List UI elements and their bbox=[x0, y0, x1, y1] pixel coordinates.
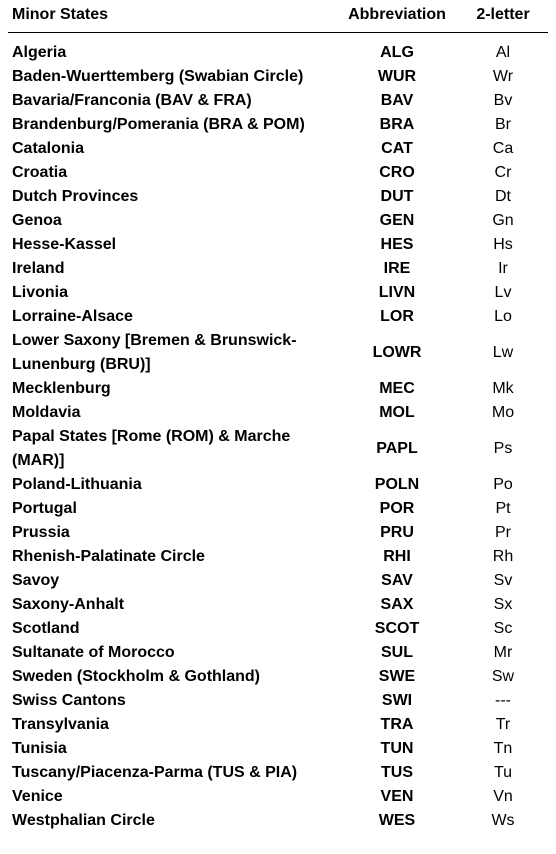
state-abbreviation: HES bbox=[380, 236, 414, 253]
state-two-letter-code: Ir bbox=[498, 260, 508, 277]
state-abbreviation: SAX bbox=[380, 596, 414, 613]
table-row bbox=[8, 281, 548, 305]
state-name: Catalonia bbox=[12, 140, 85, 157]
state-name: Dutch Provinces bbox=[12, 188, 139, 205]
state-name: Algeria bbox=[12, 44, 67, 61]
table-row bbox=[8, 41, 548, 65]
state-abbreviation: SCOT bbox=[374, 620, 420, 637]
state-name: Savoy bbox=[12, 572, 60, 589]
table-row bbox=[8, 521, 548, 545]
state-name: Baden-Wuerttemberg (Swabian Circle) bbox=[12, 68, 304, 85]
state-abbreviation: GEN bbox=[379, 212, 415, 229]
state-two-letter-code: Sx bbox=[493, 596, 513, 613]
state-abbreviation: LOWR bbox=[372, 344, 422, 361]
state-name: Tunisia bbox=[12, 740, 67, 757]
state-abbreviation: IRE bbox=[383, 260, 411, 277]
state-abbreviation: RHI bbox=[383, 548, 411, 565]
table-header bbox=[8, 0, 548, 33]
table-body bbox=[8, 33, 548, 833]
state-name: Hesse-Kassel bbox=[12, 236, 117, 253]
state-abbreviation: PAPL bbox=[376, 440, 418, 457]
table-row bbox=[8, 785, 548, 809]
state-abbreviation: BRA bbox=[379, 116, 415, 133]
table-row bbox=[8, 689, 548, 713]
state-two-letter-code: Mk bbox=[492, 380, 514, 397]
state-name: Lorraine-Alsace bbox=[12, 308, 133, 325]
state-two-letter-code: Ps bbox=[493, 440, 513, 457]
state-abbreviation: SWI bbox=[381, 692, 413, 709]
state-name: Moldavia bbox=[12, 404, 81, 421]
table-row bbox=[8, 617, 548, 641]
state-two-letter-code: Pt bbox=[495, 500, 511, 517]
state-two-letter-code: Tn bbox=[493, 740, 513, 757]
state-name: Brandenburg/Pomerania (BRA & POM) bbox=[12, 116, 305, 133]
state-abbreviation: TRA bbox=[380, 716, 414, 733]
table-row bbox=[8, 185, 548, 209]
table-row bbox=[8, 377, 548, 401]
state-name: Livonia bbox=[12, 284, 69, 301]
state-name: Westphalian Circle bbox=[12, 812, 155, 829]
state-two-letter-code: Lw bbox=[492, 344, 514, 361]
header-two-letter: 2-letter bbox=[476, 6, 530, 23]
state-two-letter-code: Ws bbox=[491, 812, 515, 829]
state-two-letter-code: Hs bbox=[493, 236, 513, 253]
state-two-letter-code: Wr bbox=[492, 68, 514, 85]
state-abbreviation: PRU bbox=[380, 524, 414, 541]
state-abbreviation: MEC bbox=[379, 380, 415, 397]
header-minor-states: Minor States bbox=[12, 6, 109, 23]
state-two-letter-code: --- bbox=[495, 692, 511, 709]
table-row bbox=[8, 305, 548, 329]
state-name: Scotland bbox=[12, 620, 80, 637]
state-name: Saxony-Anhalt bbox=[12, 596, 125, 613]
state-two-letter-code: Ca bbox=[492, 140, 514, 157]
state-two-letter-code: Gn bbox=[492, 212, 514, 229]
state-name: Sweden (Stockholm & Gothland) bbox=[12, 668, 261, 685]
minor-states-table bbox=[8, 0, 548, 833]
table-row bbox=[8, 473, 548, 497]
table-row bbox=[8, 113, 548, 137]
table-row bbox=[8, 89, 548, 113]
state-name: Poland-Lithuania bbox=[12, 476, 142, 493]
state-abbreviation: TUN bbox=[380, 740, 414, 757]
table-row bbox=[8, 809, 548, 833]
state-name: Transylvania bbox=[12, 716, 109, 733]
state-abbreviation: CAT bbox=[381, 140, 413, 157]
state-abbreviation: ALG bbox=[380, 44, 414, 61]
state-name: Swiss Cantons bbox=[12, 692, 126, 709]
table-row bbox=[8, 545, 548, 569]
state-abbreviation: SUL bbox=[381, 644, 413, 661]
table-row bbox=[8, 593, 548, 617]
table-row bbox=[8, 497, 548, 521]
state-two-letter-code: Lv bbox=[494, 284, 512, 301]
state-two-letter-code: Vn bbox=[493, 788, 513, 805]
table-row bbox=[8, 161, 548, 185]
table-row bbox=[8, 665, 548, 689]
state-name: Croatia bbox=[12, 164, 68, 181]
state-two-letter-code: Cr bbox=[494, 164, 512, 181]
state-name: Genoa bbox=[12, 212, 62, 229]
state-two-letter-code: Sc bbox=[493, 620, 513, 637]
state-two-letter-code: Br bbox=[495, 116, 511, 133]
state-name: Ireland bbox=[12, 260, 65, 277]
state-two-letter-code: Dt bbox=[495, 188, 511, 205]
table-row bbox=[8, 329, 548, 377]
state-name: Venice bbox=[12, 788, 63, 805]
table-row bbox=[8, 137, 548, 161]
state-abbreviation: POLN bbox=[374, 476, 420, 493]
state-name: Prussia bbox=[12, 524, 70, 541]
state-name: Papal States [Rome (ROM) & Marche (MAR)] bbox=[12, 428, 291, 469]
state-abbreviation: DUT bbox=[380, 188, 414, 205]
table-row bbox=[8, 257, 548, 281]
state-two-letter-code: Tu bbox=[493, 764, 513, 781]
table-row bbox=[8, 713, 548, 737]
state-abbreviation: WES bbox=[378, 812, 416, 829]
state-abbreviation: POR bbox=[379, 500, 415, 517]
state-abbreviation: WUR bbox=[377, 68, 417, 85]
state-two-letter-code: Al bbox=[495, 44, 511, 61]
table-row bbox=[8, 233, 548, 257]
state-abbreviation: BAV bbox=[380, 92, 414, 109]
state-abbreviation: SAV bbox=[381, 572, 413, 589]
state-two-letter-code: Rh bbox=[492, 548, 514, 565]
state-two-letter-code: Po bbox=[493, 476, 513, 493]
state-abbreviation: CRO bbox=[379, 164, 415, 181]
state-name: Sultanate of Morocco bbox=[12, 644, 175, 661]
table-row bbox=[8, 401, 548, 425]
table-row bbox=[8, 737, 548, 761]
state-two-letter-code: Bv bbox=[493, 92, 513, 109]
table-row bbox=[8, 641, 548, 665]
table-row bbox=[8, 425, 548, 473]
state-abbreviation: TUS bbox=[381, 764, 413, 781]
state-two-letter-code: Mr bbox=[493, 644, 513, 661]
state-two-letter-code: Sw bbox=[491, 668, 515, 685]
state-two-letter-code: Tr bbox=[495, 716, 511, 733]
state-abbreviation: LIVN bbox=[378, 284, 416, 301]
state-abbreviation: VEN bbox=[380, 788, 414, 805]
state-name: Mecklenburg bbox=[12, 380, 111, 397]
table-row bbox=[8, 65, 548, 89]
state-abbreviation: SWE bbox=[378, 668, 416, 685]
table-row bbox=[8, 209, 548, 233]
state-two-letter-code: Lo bbox=[494, 308, 512, 325]
state-abbreviation: MOL bbox=[379, 404, 415, 421]
state-two-letter-code: Pr bbox=[495, 524, 511, 541]
table-row bbox=[8, 569, 548, 593]
state-name: Tuscany/Piacenza-Parma (TUS & PIA) bbox=[12, 764, 298, 781]
state-name: Bavaria/Franconia (BAV & FRA) bbox=[12, 92, 252, 109]
state-name: Lower Saxony [Bremen & Brunswick-Lunenburg (BRU)] bbox=[12, 332, 297, 373]
state-abbreviation: LOR bbox=[380, 308, 414, 325]
state-two-letter-code: Sv bbox=[493, 572, 513, 589]
table-row bbox=[8, 761, 548, 785]
header-abbreviation: Abbreviation bbox=[348, 6, 446, 23]
state-name: Rhenish-Palatinate Circle bbox=[12, 548, 205, 565]
state-two-letter-code: Mo bbox=[491, 404, 515, 421]
state-name: Portugal bbox=[12, 500, 77, 517]
